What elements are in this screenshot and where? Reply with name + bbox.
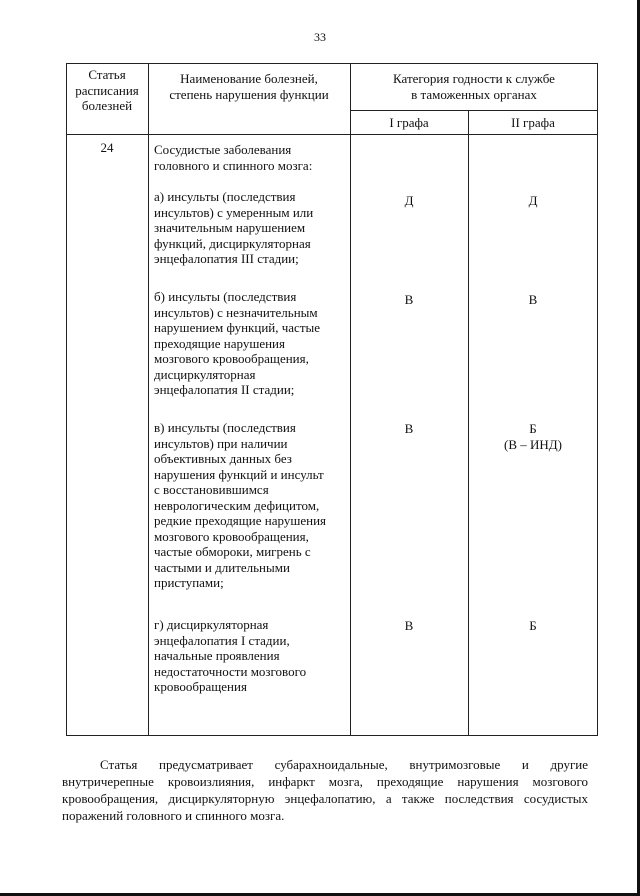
header-column-2: II графа <box>511 115 555 130</box>
fitness-table <box>66 63 598 736</box>
disease-row-d: г) дисциркуляторная энцефалопатия I стадии, начальные проявления недостаточности мозгового кровообращения <box>154 617 307 694</box>
header-disease-name: Наименование болезней, степень нарушения функции <box>169 71 329 102</box>
table-border-top <box>66 63 598 64</box>
table-header-bottom <box>66 134 598 135</box>
article-note: Статья предусматривает субарахноидальные, внутримозговые и другие внутричерепные кровоизлияния, инфаркт мозга, преходящие нарушения мозгового кровообращения, дисциркуляторную энцефалопатию, а также последствия сосудистых поражений головного и спинного мозга. <box>62 757 588 823</box>
disease-row-a: а) инсульты (последствия инсультов) с умеренным или значительным нарушением функций, дисциркуляторная энцефалопатия III стадии; <box>154 189 314 266</box>
row-c-category-2: Б (В – ИНД) <box>504 421 562 452</box>
header-category: Категория годности к службе в таможенных органах <box>393 71 555 102</box>
row-a-category-1: Д <box>404 193 414 208</box>
article-number: 24 <box>100 140 114 155</box>
header-column-1: I графа <box>389 115 429 130</box>
table-border-left <box>66 63 67 736</box>
page-number: 33 <box>314 30 326 44</box>
row-b-category-1: В <box>404 292 414 307</box>
table-header-split <box>350 110 598 111</box>
row-c-category-1: В <box>404 421 414 436</box>
row-d-category-1: В <box>404 618 414 633</box>
table-border-right <box>597 63 598 736</box>
row-d-category-2: Б <box>529 618 537 633</box>
row-b-category-2: В <box>528 292 538 307</box>
row-a-category-2: Д <box>528 193 538 208</box>
disease-row-b: б) инсульты (последствия инсультов) с незначительным нарушением функций, частые преходящие нарушения мозгового кровообращения, дисциркуляторная энцефалопатия II стадии; <box>154 289 321 397</box>
header-article: Статья расписания болезней <box>75 67 139 113</box>
disease-row-c: в) инсульты (последствия инсультов) при наличии объективных данных без нарушения функций и инсульт с восстановившимся неврологическим дефицитом, редкие преходящие нарушения мозгового кровообращения, частые обмороки, мигрень с частыми и длительными приступами; <box>154 420 327 590</box>
table-border-bottom <box>66 735 598 736</box>
table-divider-col1 <box>148 63 149 736</box>
disease-intro: Сосудистые заболевания головного и спинного мозга: <box>154 142 313 173</box>
